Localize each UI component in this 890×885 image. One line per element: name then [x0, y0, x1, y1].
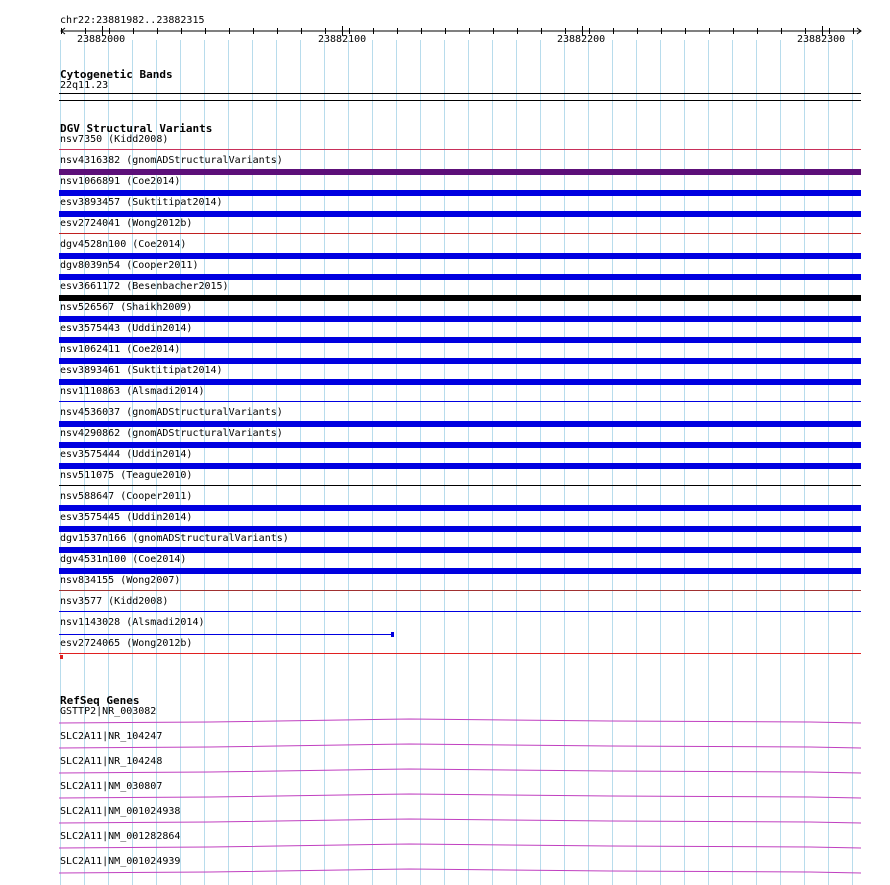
- dgv-feature-glyph: [59, 274, 861, 280]
- dgv-feature-glyph: [59, 463, 861, 469]
- refseq-gene-intron: [0, 843, 890, 851]
- refseq-gene-label: SLC2A11|NM_001282864: [60, 831, 181, 842]
- dgv-feature-label: esv3893457 (Suktitipat2014): [60, 197, 223, 208]
- refseq-gene-label: SLC2A11|NM_030807: [60, 781, 163, 792]
- refseq-gene-intron: [0, 718, 890, 726]
- dgv-feature-glyph: [59, 169, 861, 175]
- dgv-feature-glyph: [59, 211, 861, 217]
- refseq-track-title: RefSeq Genes: [60, 694, 140, 707]
- dgv-feature-glyph: [59, 316, 861, 322]
- refseq-intron-line: [59, 819, 861, 823]
- refseq-gene-intron: [0, 743, 890, 751]
- dgv-feature-label: esv3661172 (Besenbacher2015): [60, 281, 229, 292]
- refseq-gene-label: SLC2A11|NR_104248: [60, 756, 163, 767]
- dgv-feature-label: dgv1537n166 (gnomADStructuralVariants): [60, 533, 289, 544]
- refseq-gene-intron: [0, 868, 890, 876]
- cytoband-label: 22q11.23: [60, 80, 109, 91]
- dgv-feature-label: nsv588647 (Cooper2011): [60, 491, 193, 502]
- dgv-feature-label: nsv526567 (Shaikh2009): [60, 302, 193, 313]
- location-label: chr22:23881982..23882315: [60, 15, 205, 26]
- dgv-feature-label: esv2724041 (Wong2012b): [60, 218, 193, 229]
- dgv-feature-label: nsv7350 (Kidd2008): [60, 134, 169, 145]
- ruler-tick-label: 23882300: [797, 34, 846, 45]
- ruler-tick-label: 23882200: [557, 34, 606, 45]
- track-divider: [59, 100, 861, 101]
- dgv-feature-glyph: [59, 421, 861, 427]
- dgv-feature-label: esv3575444 (Uddin2014): [60, 449, 193, 460]
- dgv-feature-label: nsv4290862 (gnomADStructuralVariants): [60, 428, 283, 439]
- dgv-feature-label: esv2724065 (Wong2012b): [60, 638, 193, 649]
- dgv-feature-glyph: [59, 505, 861, 511]
- dgv-feature-label: esv3575443 (Uddin2014): [60, 323, 193, 334]
- cytoband-track-title: Cytogenetic Bands: [60, 68, 173, 81]
- dgv-feature-glyph: [59, 295, 861, 301]
- dgv-feature-glyph: [59, 379, 861, 385]
- dgv-feature-glyph: [59, 253, 861, 259]
- cytoband-line: [59, 93, 861, 94]
- dgv-feature-label: dgv8039n54 (Cooper2011): [60, 260, 199, 271]
- dgv-feature-glyph: [59, 190, 861, 196]
- refseq-intron-line: [59, 769, 861, 773]
- dgv-feature-glyph: [59, 526, 861, 532]
- dgv-feature-glyph: [59, 547, 861, 553]
- refseq-intron-line: [59, 869, 861, 873]
- refseq-gene-intron: [0, 768, 890, 776]
- dgv-feature-glyph: [59, 442, 861, 448]
- dgv-feature-label: nsv3577 (Kidd2008): [60, 596, 169, 607]
- ruler-tick-label: 23882000: [77, 34, 126, 45]
- refseq-gene-label: SLC2A11|NR_104247: [60, 731, 163, 742]
- dgv-feature-glyph: [59, 611, 861, 612]
- dgv-feature-glyph: [59, 358, 861, 364]
- dgv-feature-label: esv3893461 (Suktitipat2014): [60, 365, 223, 376]
- dgv-feature-glyph: [59, 634, 393, 635]
- refseq-gene-intron: [0, 818, 890, 826]
- dgv-feature-label: dgv4528n100 (Coe2014): [60, 239, 187, 250]
- refseq-intron-line: [59, 719, 861, 723]
- dgv-track-title: DGV Structural Variants: [60, 122, 213, 135]
- dgv-feature-label: nsv1062411 (Coe2014): [60, 344, 181, 355]
- dgv-feature-glyph: [59, 590, 861, 591]
- dgv-feature-label: nsv1110863 (Alsmadi2014): [60, 386, 205, 397]
- refseq-gene-label: GSTTP2|NR_003082: [60, 706, 157, 717]
- refseq-intron-line: [59, 794, 861, 798]
- ruler: [0, 26, 890, 40]
- dgv-feature-end-cap: [60, 655, 63, 659]
- refseq-gene-label: SLC2A11|NM_001024939: [60, 856, 181, 867]
- dgv-feature-glyph: [59, 485, 861, 486]
- dgv-feature-glyph: [59, 233, 861, 234]
- dgv-feature-glyph: [59, 149, 861, 150]
- dgv-feature-label: nsv511075 (Teague2010): [60, 470, 193, 481]
- refseq-gene-label: SLC2A11|NM_001024938: [60, 806, 181, 817]
- refseq-intron-line: [59, 844, 861, 848]
- refseq-gene-intron: [0, 793, 890, 801]
- dgv-feature-label: nsv1143028 (Alsmadi2014): [60, 617, 205, 628]
- refseq-intron-line: [59, 744, 861, 748]
- dgv-feature-glyph: [59, 337, 861, 343]
- dgv-feature-label: esv3575445 (Uddin2014): [60, 512, 193, 523]
- dgv-feature-label: nsv4536037 (gnomADStructuralVariants): [60, 407, 283, 418]
- dgv-feature-glyph: [59, 401, 861, 402]
- dgv-feature-label: nsv4316382 (gnomADStructuralVariants): [60, 155, 283, 166]
- dgv-feature-label: nsv1066891 (Coe2014): [60, 176, 181, 187]
- dgv-feature-label: dgv4531n100 (Coe2014): [60, 554, 187, 565]
- dgv-feature-glyph: [59, 653, 861, 654]
- dgv-feature-label: nsv834155 (Wong2007): [60, 575, 181, 586]
- ruler-tick-label: 23882100: [318, 34, 367, 45]
- dgv-feature-glyph: [59, 568, 861, 574]
